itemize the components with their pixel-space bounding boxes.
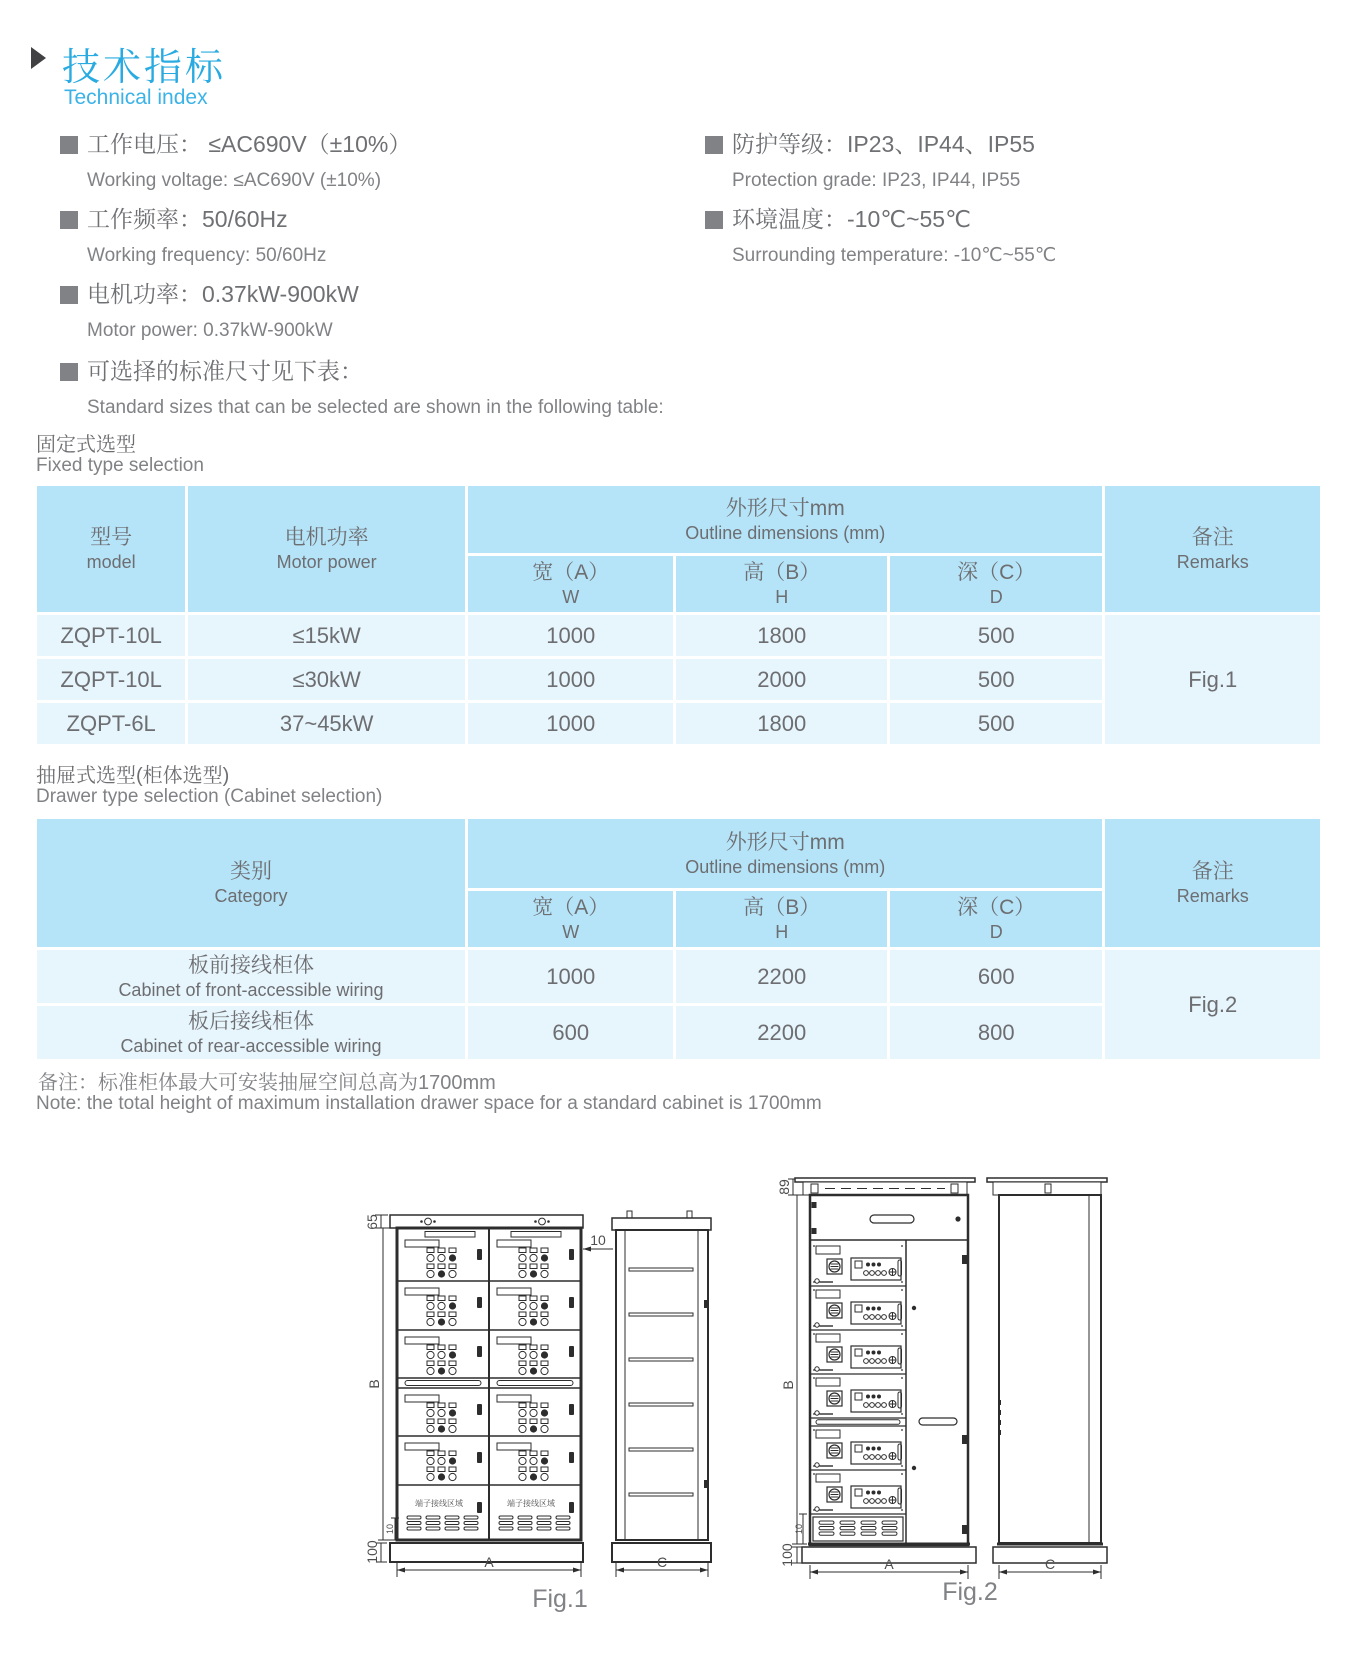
svg-text:C: C <box>656 1554 668 1570</box>
fig1-dim-base <box>364 1540 387 1564</box>
bullet-square-icon <box>60 363 78 381</box>
bullet-square-icon <box>705 136 723 154</box>
cell-remark: Fig.1 <box>1105 615 1320 744</box>
col-motor-power: 电机功率 Motor power <box>188 486 465 612</box>
cell-category: 板后接线柜体 Cabinet of rear-accessible wiring <box>37 1006 465 1059</box>
fig1-side-view <box>612 1211 711 1577</box>
svg-text:端子接线区域: 端子接线区域 <box>415 1499 463 1508</box>
fig1-dim-top-right <box>583 1232 613 1252</box>
fig2-dim-vent <box>794 1514 807 1544</box>
svg-text:A: A <box>484 1554 494 1570</box>
spec-working-voltage <box>60 130 411 194</box>
table-header-row <box>37 819 1320 888</box>
cell-h: 1800 <box>676 615 886 656</box>
fig2-drawing <box>715 1100 1115 1590</box>
drawer-section-title-en: Drawer type selection (Cabinet selection) <box>36 786 383 807</box>
spec-en-text: Standard sizes that can be selected are shown in the following table: <box>87 397 664 418</box>
drawer-section-title-cn: 抽屉式选型(柜体选型) <box>36 765 230 787</box>
bullet-square-icon <box>705 211 723 229</box>
svg-text:10: 10 <box>590 1232 606 1248</box>
fig2-front-body <box>808 1195 970 1545</box>
fig2-dim-height <box>780 1195 804 1544</box>
svg-text:A: A <box>884 1556 894 1572</box>
cell-model: ZQPT-10L <box>37 659 185 700</box>
spec-en-text: Working voltage: ≤AC690V (±10%) <box>87 170 382 191</box>
cell-h: 2200 <box>676 950 886 1003</box>
fig2-dim-base <box>779 1543 803 1567</box>
cell-d: 500 <box>890 659 1103 700</box>
note-cn: 备注：标准柜体最大可安装抽屉空间总高为1700mm <box>38 1072 496 1094</box>
cell-power: 37~45kW <box>188 703 465 744</box>
svg-text:B: B <box>366 1379 382 1389</box>
fig1-front-cap <box>390 1215 583 1228</box>
svg-text:100: 100 <box>779 1543 795 1567</box>
spec-cn-text: 电机功率：0.37kW-900kW <box>87 281 359 307</box>
fixed-section-title-en: Fixed type selection <box>36 455 204 476</box>
bullet-square-icon <box>60 211 78 229</box>
col-category: 类别 Category <box>37 819 465 947</box>
spec-en-text: Working frequency: 50/60Hz <box>87 245 327 266</box>
col-depth: 深（C） D <box>890 891 1103 947</box>
cell-category: 板前接线柜体 Cabinet of front-accessible wiring <box>37 950 465 1003</box>
table-header-row <box>37 486 1320 553</box>
cell-w: 1000 <box>468 615 673 656</box>
bullet-square-icon <box>60 286 78 304</box>
spec-working-frequency <box>60 205 326 269</box>
fixed-section-title-cn: 固定式选型 <box>36 434 136 456</box>
fig1-drawing <box>335 1150 725 1590</box>
spec-protection-grade <box>705 130 1035 194</box>
table-row <box>37 950 1320 1003</box>
spec-cn-text: 防护等级：IP23、IP44、IP55 <box>732 131 1035 157</box>
fig2-caption: Fig.2 <box>942 1578 998 1606</box>
svg-text:10: 10 <box>385 1523 395 1535</box>
cell-d: 800 <box>890 1006 1103 1059</box>
cell-power: ≤30kW <box>188 659 465 700</box>
col-width: 宽（A） W <box>468 891 673 947</box>
col-outline-dimensions: 外形尺寸mm Outline dimensions (mm) <box>468 819 1102 888</box>
svg-text:B: B <box>780 1380 796 1390</box>
svg-text:65: 65 <box>364 1214 380 1230</box>
col-outline-dimensions: 外形尺寸mm Outline dimensions (mm) <box>468 486 1102 553</box>
cell-d: 500 <box>890 615 1103 656</box>
drawer-type-table <box>34 816 1323 1062</box>
page-title: 技术指标 <box>62 47 227 89</box>
spec-en-text: Protection grade: IP23, IP44, IP55 <box>732 170 1021 191</box>
col-width: 宽（A） W <box>468 556 673 612</box>
header-arrow-icon <box>31 47 46 69</box>
cell-power: ≤15kW <box>188 615 465 656</box>
fig2-side-view <box>987 1178 1107 1579</box>
note-en: Note: the total height of maximum installation drawer space for a standard cabinet is 1700mm <box>36 1093 822 1114</box>
col-remarks: 备注 Remarks <box>1105 486 1320 612</box>
svg-text:10: 10 <box>794 1523 804 1535</box>
cell-remark: Fig.2 <box>1105 950 1320 1059</box>
fig1-dim-height <box>366 1228 391 1540</box>
cell-d: 600 <box>890 950 1103 1003</box>
cell-h: 1800 <box>676 703 886 744</box>
fig1-caption: Fig.1 <box>532 1585 588 1613</box>
table-row <box>37 615 1320 656</box>
spec-en-text: Surrounding temperature: -10℃~55℃ <box>732 245 1057 266</box>
col-height: 高（B） H <box>676 891 886 947</box>
spec-cn-text: 工作电压： ≤AC690V（±10%） <box>87 131 412 157</box>
cell-h: 2200 <box>676 1006 886 1059</box>
fig1-front-body <box>397 1228 581 1540</box>
spec-cn-text: 可选择的标准尺寸见下表： <box>87 358 363 384</box>
col-depth: 深（C） D <box>890 556 1103 612</box>
svg-text:C: C <box>1044 1556 1056 1572</box>
svg-text:89: 89 <box>776 1179 792 1195</box>
fixed-type-table <box>34 483 1323 747</box>
col-remarks: 备注 Remarks <box>1105 819 1320 947</box>
cell-w: 600 <box>468 1006 673 1059</box>
col-model: 型号 model <box>37 486 185 612</box>
spec-motor-power <box>60 280 359 344</box>
spec-en-text: Motor power: 0.37kW-900kW <box>87 320 333 341</box>
svg-text:100: 100 <box>364 1540 380 1564</box>
cell-d: 500 <box>890 703 1103 744</box>
spec-table-intro <box>60 357 664 421</box>
cell-w: 1000 <box>468 703 673 744</box>
spec-cn-text: 工作频率：50/60Hz <box>87 206 288 232</box>
fig1-dim-top <box>364 1214 388 1230</box>
bullet-square-icon <box>60 136 78 154</box>
cell-h: 2000 <box>676 659 886 700</box>
page-subtitle: Technical index <box>64 86 208 109</box>
svg-text:端子接线区域: 端子接线区域 <box>507 1499 555 1508</box>
cell-w: 1000 <box>468 950 673 1003</box>
cell-model: ZQPT-10L <box>37 615 185 656</box>
spec-cn-text: 环境温度：-10℃~55℃ <box>732 206 971 232</box>
fig2-front-cap <box>795 1178 975 1195</box>
cell-w: 1000 <box>468 659 673 700</box>
col-height: 高（B） H <box>676 556 886 612</box>
spec-surrounding-temperature <box>705 205 1056 269</box>
cell-model: ZQPT-6L <box>37 703 185 744</box>
